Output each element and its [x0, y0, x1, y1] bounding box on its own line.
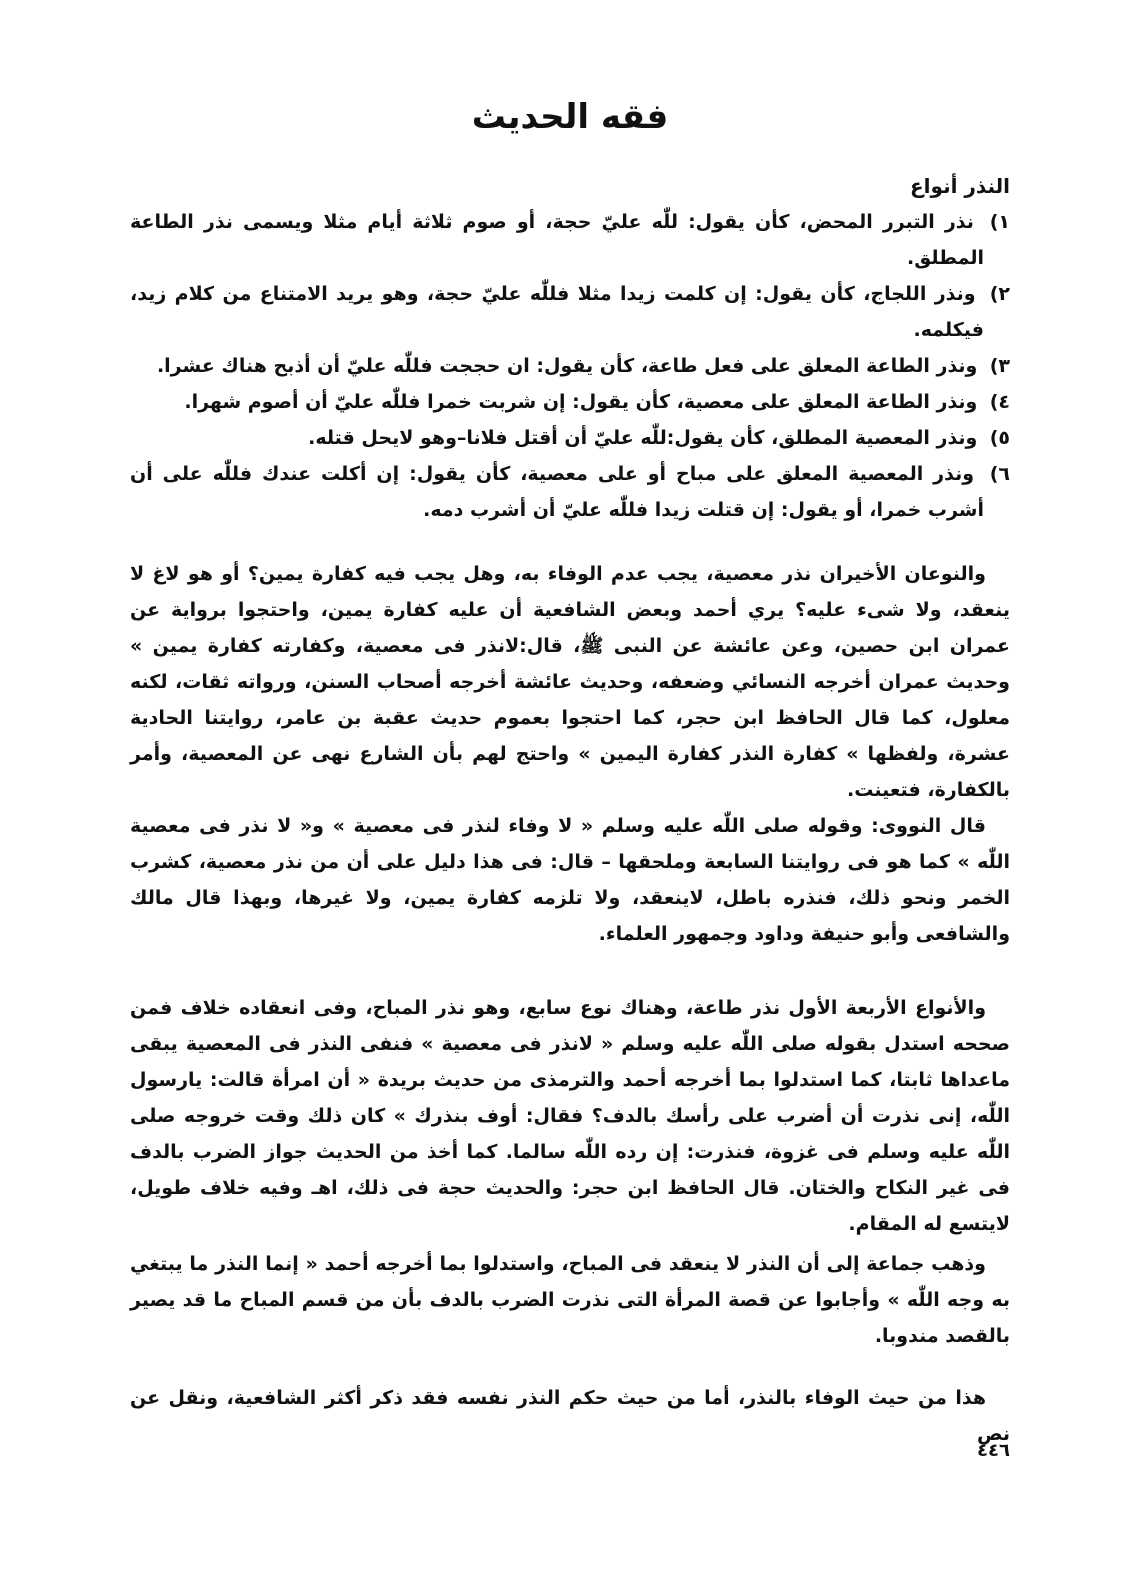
- list-item: [130, 276, 1010, 348]
- list-item-text: ونذر الطاعة المعلق على معصية، كأن يقول: إن شربت خمرا فللّٰه عليّ أن أصوم شهرا.: [184, 391, 978, 413]
- list-item-text: نذر التبرر المحض، كأن يقول: للّٰه عليّ حجة، أو صوم ثلاثة أيام مثلا ويسمى نذر الطاعة المطلق.: [130, 211, 984, 269]
- page-number: ٤٤٦: [977, 1440, 1010, 1461]
- document-page: [130, 0, 1010, 1577]
- page-title: فقه الحديث: [471, 97, 669, 137]
- body-paragraph: والأنواع الأربعة الأول نذر طاعة، وهناك نوع سابع، وهو نذر المباح، وفى انعقاده خلاف فمن صححه استدل بقوله صلى اللّٰه عليه وسلم « لانذر فى معصية » فنفى النذر فى المعصية يبقى ماعداها ثابتا، كما استدلوا بما أخرجه أحمد والترمذى من حديث بريدة « أن امرأة قالت: يارسول اللّٰه، إنى نذرت أن أضرب على رأسك بالدف؟ فقال: أوف بنذرك » كان ذلك وقت خروجه صلى اللّٰه عليه وسلم فى غزوة، فنذرت: إن رده اللّٰه سالما. كما أخذ من الحديث جواز الضرب بالدف فى غير النكاح والختان. قال الحافظ ابن حجر: والحديث حجة فى ذلك، اهـ وفيه خلاف طويل، لايتسع له المقام.: [130, 997, 1010, 1235]
- list-item-number: ٢): [989, 283, 1010, 305]
- paragraph-block: [130, 1246, 1010, 1354]
- body-paragraph: وذهب جماعة إلى أن النذر لا ينعقد فى المباح، واستدلوا بما أخرجه أحمد « إنما النذر ما يبتغي به وجه اللّٰه » وأجابوا عن قصة المرأة التى نذرت الضرب بالدف بأن من قسم المباح ما قد يصير بالقصد مندوبا.: [130, 1253, 1010, 1347]
- paragraph-block: [130, 808, 1010, 952]
- list-item: [130, 384, 1010, 420]
- list-item-text: ونذر المعصية المطلق، كأن يقول:للّٰه عليّ أن أقتل فلانا–وهو لايحل قتله.: [308, 427, 978, 449]
- list-item: [130, 420, 1010, 456]
- list-item: [130, 204, 1010, 276]
- paragraph-block: [130, 556, 1010, 808]
- list-item: [130, 348, 1010, 384]
- section-heading: النذر أنواع: [910, 174, 1010, 198]
- list-item-text: ونذر اللجاج، كأن يقول: إن كلمت زيدا مثلا فللّٰه عليّ حجة، وهو يريد الامتناع من كلام زيد، فيكلمه.: [130, 283, 984, 341]
- paragraph-block: [130, 1380, 1010, 1452]
- paragraph-block: [130, 990, 1010, 1242]
- list-item-number: ٦): [989, 463, 1010, 485]
- list-item-text: ونذر الطاعة المعلق على فعل طاعة، كأن يقول: ان حججت فللّٰه عليّ أن أذبح هناك عشرا.: [156, 355, 978, 377]
- list-item-text: ونذر المعصية المعلق على مباح أو على معصية، كأن يقول: إن أكلت عندك فللّٰه على أن أشرب خمرا، أو يقول: إن قتلت زيدا فللّٰه عليّ أن أشرب دمه.: [130, 463, 984, 521]
- list-item-number: ٥): [989, 427, 1010, 449]
- body-paragraph: هذا من حيث الوفاء بالنذر، أما من حيث حكم النذر نفسه فقد ذكر أكثر الشافعية، ونقل عن نص: [130, 1387, 1010, 1445]
- list-item-number: ٤): [989, 391, 1010, 413]
- body-paragraph: قال النووى: وقوله صلى اللّٰه عليه وسلم « لا وفاء لنذر فى معصية » و« لا نذر فى معصية اللّٰه » كما هو فى روايتنا السابعة وملحقها – قال: فى هذا دليل على أن من نذر معصية، كشرب الخمر ونحو ذلك، فنذره باطل، لاينعقد، ولا تلزمه كفارة يمين، ولا غيرها، وبهذا قال مالك والشافعى وأبو حنيفة وداود وجمهور العلماء.: [130, 815, 1010, 945]
- list-item-number: ٣): [989, 355, 1010, 377]
- list-item: [130, 456, 1010, 528]
- nadhr-types-list: [130, 204, 1010, 528]
- body-paragraph: والنوعان الأخيران نذر معصية، يجب عدم الوفاء به، وهل يجب فيه كفارة يمين؟ أو هو لاغ لا ينعقد، ولا شىء عليه؟ يري أحمد وبعض الشافعية أن عليه كفارة يمين، واحتجوا برواية عن عمران ابن حصين، وعن عائشة عن النبى ﷺ، قال:لانذر فى معصية، وكفارته كفارة يمين » وحديث عمران أخرجه النسائي وضعفه، وحديث عائشة أخرجه أصحاب السنن، ورواته ثقات، لكنه معلول، كما قال الحافظ ابن حجر، كما احتجوا بعموم حديث عقبة بن عامر، روايتنا الحادية عشرة، ولفظها » كفارة النذر كفارة اليمين » واحتج لهم بأن الشارع نهى عن المعصية، وأمر بالكفارة، فتعينت.: [130, 563, 1010, 801]
- list-item-number: ١): [989, 211, 1010, 233]
